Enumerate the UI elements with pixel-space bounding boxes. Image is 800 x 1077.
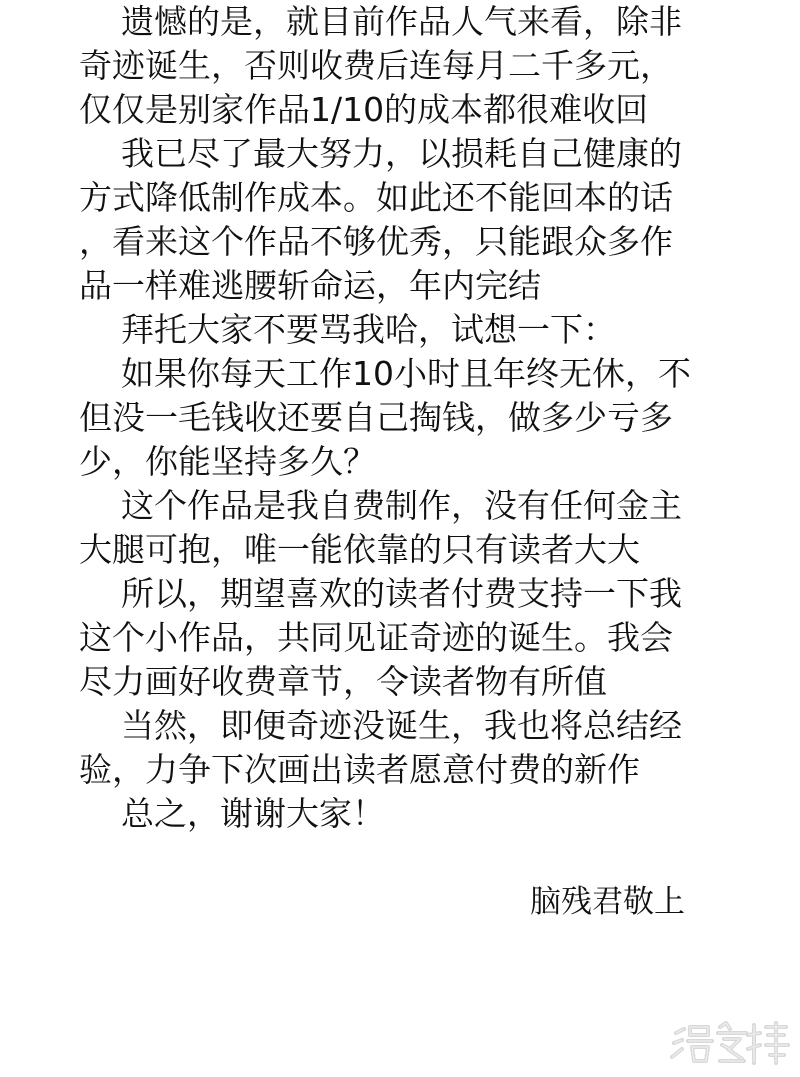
letter-line: 所以，期望喜欢的读者付费支持一下我 — [121, 574, 682, 613]
letter-line: ，看来这个作品不够优秀，只能跟众多作 — [79, 222, 673, 261]
watermark-logo — [668, 1019, 794, 1069]
letter-line: 但没一毛钱收还要自己掏钱，做多少亏多 — [79, 398, 673, 437]
letter-line: 总之，谢谢大家！ — [121, 794, 385, 833]
letter-line: 遗憾的是，就目前作品人气来看，除非 — [121, 2, 682, 41]
letter-line: 我已尽了最大努力，以损耗自己健康的 — [121, 134, 682, 173]
letter-line: 这个小作品，共同见证奇迹的诞生。我会 — [79, 618, 673, 657]
letter-line: 大腿可抱，唯一能依靠的只有读者大大 — [79, 530, 640, 569]
letter-line: 拜托大家不要骂我哈，试想一下： — [121, 310, 616, 349]
letter-line: 品一样难逃腰斩命运，年内完结 — [79, 266, 541, 305]
letter-line: 尽力画好收费章节，令读者物有所值 — [79, 662, 607, 701]
letter-line: 这个作品是我自费制作，没有任何金主 — [121, 486, 682, 525]
letter-line: 奇迹诞生，否则收费后连每月二千多元， — [79, 46, 673, 85]
letter-line: 如果你每天工作10小时且年终无休，不 — [121, 354, 691, 393]
letter-line: 当然，即便奇迹没诞生，我也将总结经 — [121, 706, 682, 745]
letter-line: 验，力争下次画出读者愿意付费的新作 — [79, 750, 640, 789]
letter-body — [79, 0, 729, 836]
letter-line: 仅仅是别家作品1/10的成本都很难收回 — [79, 90, 649, 129]
letter-line: 少，你能坚持多久？ — [79, 442, 376, 481]
signature: 脑残君敬上 — [530, 884, 685, 920]
letter-line: 方式降低制作成本。如此还不能回本的话 — [79, 178, 673, 217]
